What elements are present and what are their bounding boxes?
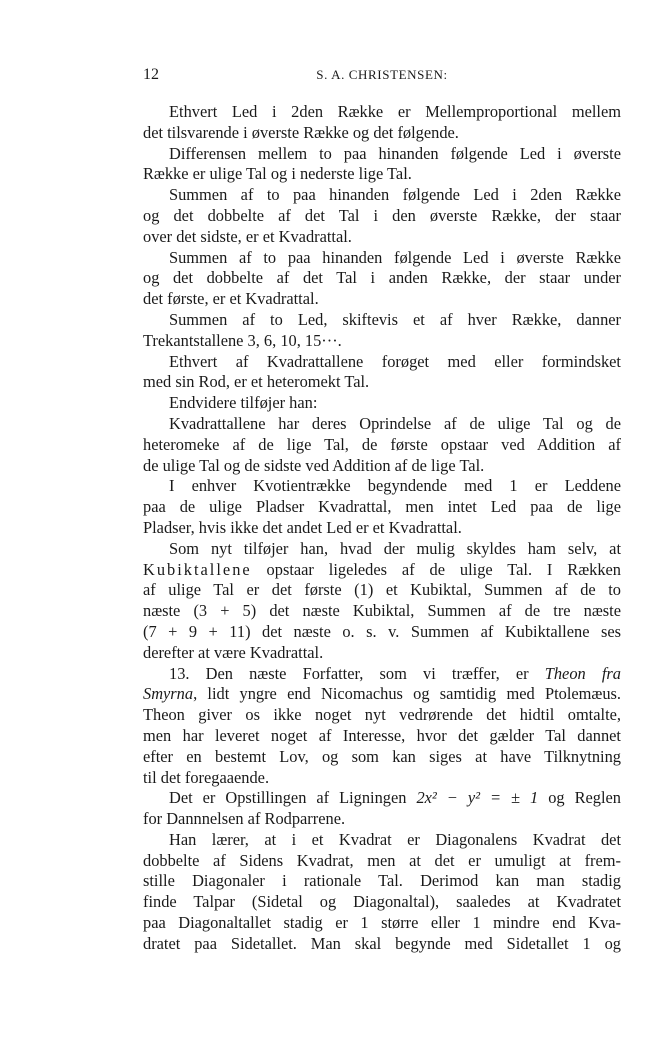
text-line: heteromeke af de lige Tal, de første opstaar ved Addition af	[143, 434, 621, 454]
text-line: Trekantstallene 3, 6, 10, 15···.	[143, 330, 342, 350]
text-line: Han lærer, at i et Kvadrat er Diagonalens Kvadrat det	[169, 829, 621, 849]
text-line: finde Talpar (Sidetal og Diagonaltal), saaledes at Kvadratet	[143, 892, 621, 912]
italic-name: Theon fra	[544, 663, 621, 683]
text-line: til det foregaaende.	[143, 767, 270, 787]
text-line: de ulige Tal og de sidste ved Addition af de lige Tal.	[143, 455, 485, 475]
text-line: Differensen mellem to paa hinanden følgende Led i øverste	[169, 143, 621, 163]
text-line: det tilsvarende i øverste Række og det følgende.	[143, 122, 459, 142]
text-line: Endvidere tilføjer han:	[169, 393, 318, 413]
text-line: Summen af to Led, skiftevis et af hver Række, danner	[169, 309, 621, 329]
text-line	[143, 664, 621, 685]
text-line: af ulige Tal er det første (1) et Kubiktal, Summen af de to	[143, 580, 621, 600]
text-line: for Dannnelsen af Rodparrene.	[143, 809, 346, 829]
text-line: Kvadrattallene har deres Oprindelse af de ulige Tal og de	[169, 413, 621, 433]
text-line: med sin Rod, er et heteromekt Tal.	[143, 372, 370, 392]
line-rest: og Reglen	[538, 788, 621, 808]
text-line: dratet paa Sidetallet. Man skal begynde med Sidetallet 1 og	[143, 933, 621, 953]
spaced-term: Kubiktallene	[143, 559, 252, 579]
text-line: (7 + 9 + 11) det næste o. s. v. Summen af Kubiktallene ses	[143, 621, 621, 641]
text-line	[143, 684, 621, 705]
text-line: derefter at være Kvadrattal.	[143, 642, 324, 662]
text-line: næste (3 + 5) det næste Kubiktal, Summen af de tre næste	[143, 601, 621, 621]
text-line: dobbelte af Sidens Kvadrat, men at det er umuligt at frem-	[143, 850, 621, 870]
text-line: paa Diagonaltallet stadig er 1 større eller 1 mindre end Kva-	[143, 913, 621, 933]
text-line: Række er ulige Tal og i nederste lige Tal.	[143, 164, 412, 184]
text-line: det første, er et Kvadrattal.	[143, 289, 319, 309]
line-pre: Det er Opstillingen af Ligningen	[169, 788, 417, 808]
line-rest: , lidt yngre end Nicomachus og samtidig med Ptolemæus.	[193, 684, 621, 704]
text-line: og det dobbelte af det Tal i anden Række, der staar under	[143, 268, 621, 288]
running-head: S. A. CHRISTENSEN:	[316, 67, 448, 82]
italic-name: Smyrna	[143, 684, 194, 704]
equation: 2x² − y² = ± 1	[416, 788, 539, 808]
text-line: I enhver Kvotientrække begyndende med 1 er Leddene	[169, 476, 621, 496]
text-line	[143, 788, 621, 809]
text-line: stille Diagonaler i rationale Tal. Derimod kan man stadig	[143, 871, 621, 891]
text-line: Summen af to paa hinanden følgende Led i øverste Række	[169, 247, 621, 267]
text-line	[143, 560, 621, 581]
text-line: efter en bestemt Lov, og som kan siges at have Tilknytning	[143, 746, 621, 766]
text-line: og det dobbelte af det Tal i den øverste Række, der staar	[143, 205, 621, 225]
text-line: men har leveret noget af Interesse, hvor det gælder Tal dannet	[143, 725, 621, 745]
text-line: Summen af to paa hinanden følgende Led i 2den Række	[169, 185, 621, 205]
page-number: 12	[143, 66, 159, 83]
text-line: Theon giver os ikke noget nyt vedrørende det hidtil omtalte,	[143, 705, 621, 725]
text-line: Ethvert Led i 2den Række er Mellemproportional mellem	[169, 102, 621, 121]
body-text	[143, 102, 621, 955]
text-line: Som nyt tilføjer han, hvad der mulig skyldes ham selv, at	[169, 538, 621, 558]
text-line: Ethvert af Kvadrattallene forøget med eller formindsket	[169, 351, 621, 371]
line-pre: 13. Den næste Forfatter, som vi træffer, er	[169, 663, 545, 683]
text-line: over det sidste, er et Kvadrattal.	[143, 226, 352, 246]
text-line: Pladser, hvis ikke det andet Led er et Kvadrattal.	[143, 517, 462, 537]
text-line: paa de ulige Pladser Kvadrattal, men intet Led paa de lige	[143, 497, 621, 517]
page-header	[143, 66, 621, 86]
line-rest: opstaar ligeledes af de ulige Tal. I Rækken	[251, 559, 621, 579]
